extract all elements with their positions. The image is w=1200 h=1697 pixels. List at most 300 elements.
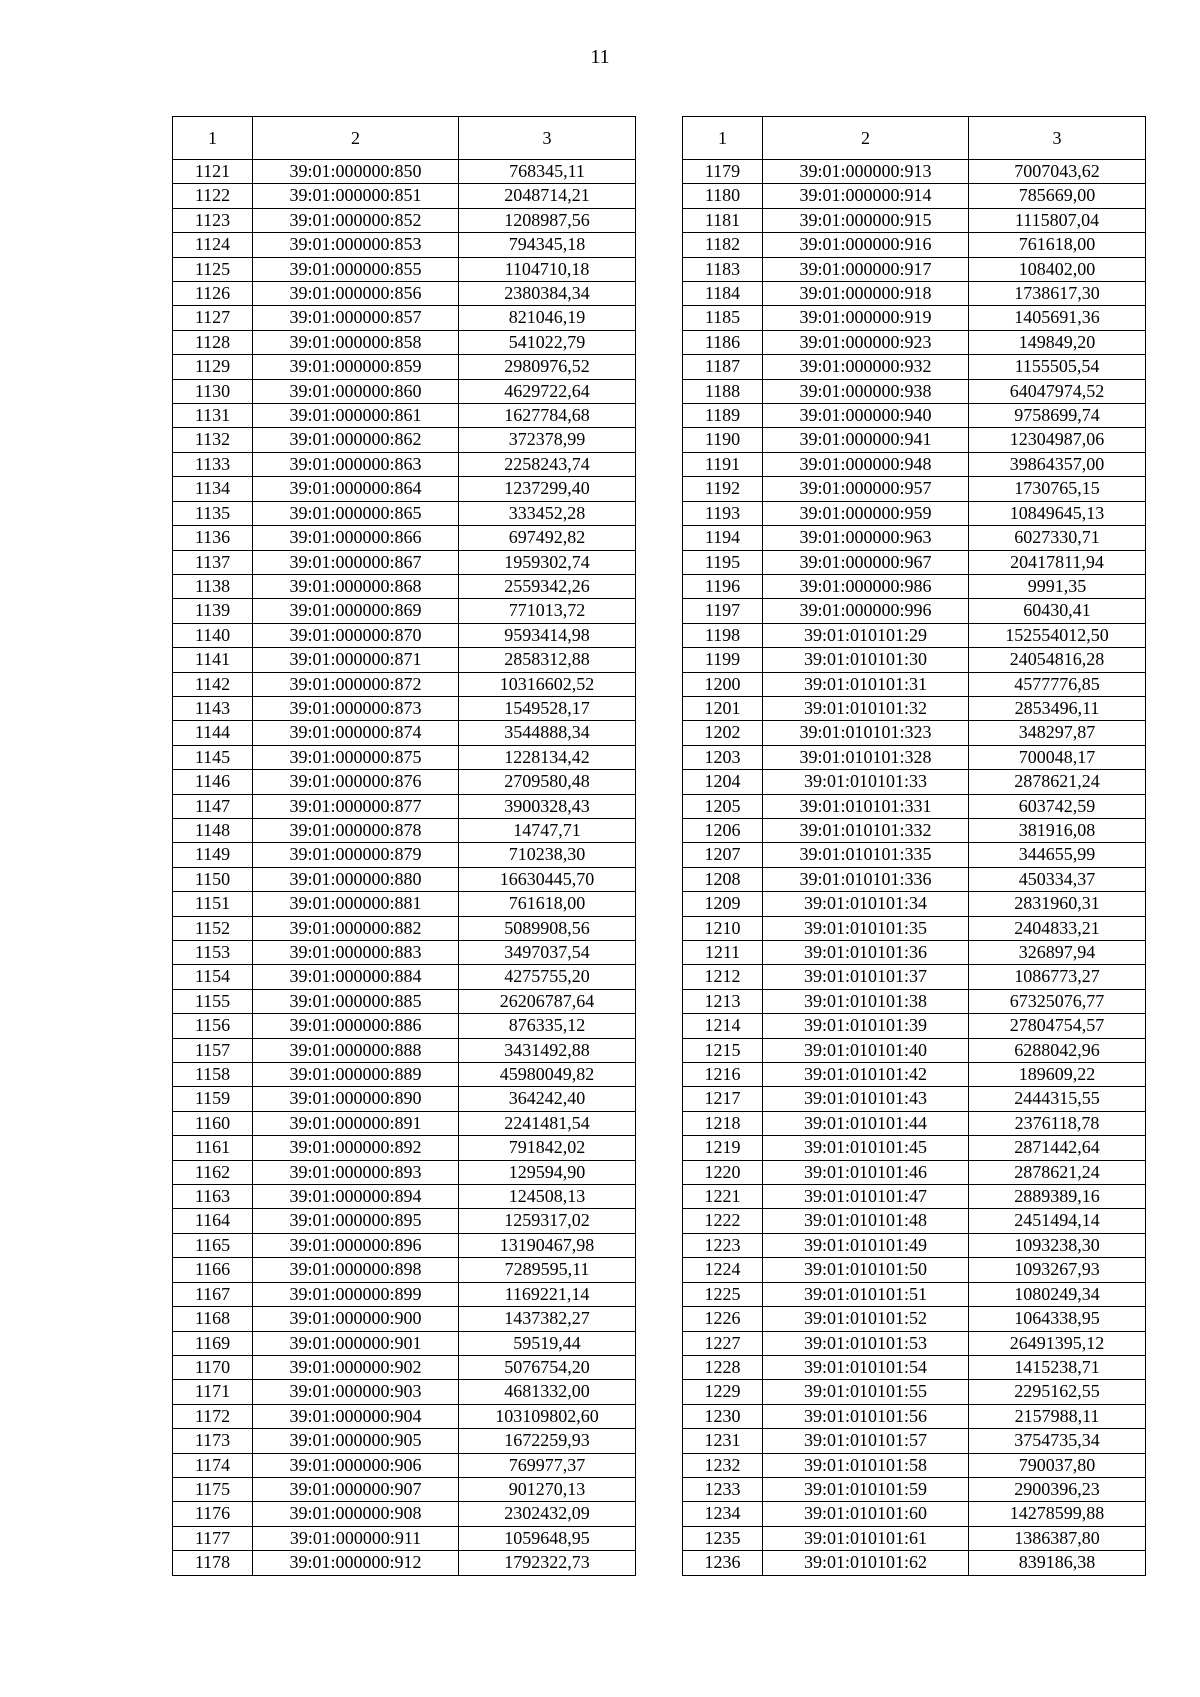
cadastral-number-cell: 39:01:000000:886 [253, 1014, 459, 1038]
table-row [683, 599, 1146, 623]
row-number-cell: 1164 [173, 1209, 253, 1233]
row-number-cell: 1135 [173, 501, 253, 525]
table-row [173, 989, 636, 1013]
value-cell: 348297,87 [969, 721, 1146, 745]
table-row [683, 794, 1146, 818]
value-cell: 152554012,50 [969, 623, 1146, 647]
cadastral-number-cell: 39:01:000000:996 [763, 599, 969, 623]
value-cell: 1080249,34 [969, 1282, 1146, 1306]
cadastral-number-cell: 39:01:000000:856 [253, 282, 459, 306]
table-row [683, 355, 1146, 379]
row-number-cell: 1176 [173, 1502, 253, 1526]
value-cell: 697492,82 [459, 526, 636, 550]
row-number-cell: 1221 [683, 1185, 763, 1209]
row-number-cell: 1210 [683, 916, 763, 940]
data-table-left [172, 116, 636, 1576]
row-number-cell: 1179 [683, 160, 763, 184]
value-cell: 710238,30 [459, 843, 636, 867]
row-number-cell: 1174 [173, 1453, 253, 1477]
cadastral-number-cell: 39:01:000000:879 [253, 843, 459, 867]
table-row [683, 648, 1146, 672]
value-cell: 14747,71 [459, 818, 636, 842]
cadastral-number-cell: 39:01:000000:913 [763, 160, 969, 184]
row-number-cell: 1205 [683, 794, 763, 818]
row-number-cell: 1229 [683, 1380, 763, 1404]
table-row [173, 1380, 636, 1404]
row-number-cell: 1163 [173, 1185, 253, 1209]
cadastral-number-cell: 39:01:000000:901 [253, 1331, 459, 1355]
table-row [683, 1331, 1146, 1355]
table-row [173, 477, 636, 501]
row-number-cell: 1230 [683, 1404, 763, 1428]
table-row [683, 1477, 1146, 1501]
row-number-cell: 1231 [683, 1429, 763, 1453]
table-row [683, 1087, 1146, 1111]
cadastral-number-cell: 39:01:000000:874 [253, 721, 459, 745]
value-cell: 1155505,54 [969, 355, 1146, 379]
value-cell: 3544888,34 [459, 721, 636, 745]
value-cell: 4681332,00 [459, 1380, 636, 1404]
value-cell: 1627784,68 [459, 404, 636, 428]
table-row [173, 1526, 636, 1550]
cadastral-number-cell: 39:01:000000:869 [253, 599, 459, 623]
value-cell: 7007043,62 [969, 160, 1146, 184]
table-row [683, 330, 1146, 354]
table-row [683, 818, 1146, 842]
row-number-cell: 1123 [173, 208, 253, 232]
table-row [683, 1429, 1146, 1453]
row-number-cell: 1167 [173, 1282, 253, 1306]
cadastral-number-cell: 39:01:010101:47 [763, 1185, 969, 1209]
cadastral-number-cell: 39:01:000000:932 [763, 355, 969, 379]
value-cell: 541022,79 [459, 330, 636, 354]
table-row [173, 282, 636, 306]
table-row [173, 160, 636, 184]
value-cell: 326897,94 [969, 941, 1146, 965]
cadastral-number-cell: 39:01:000000:917 [763, 257, 969, 281]
column-header-2: 2 [763, 117, 969, 160]
value-cell: 2900396,23 [969, 1477, 1146, 1501]
cadastral-number-cell: 39:01:010101:42 [763, 1063, 969, 1087]
row-number-cell: 1166 [173, 1258, 253, 1282]
cadastral-number-cell: 39:01:010101:48 [763, 1209, 969, 1233]
table-row [683, 184, 1146, 208]
row-number-cell: 1170 [173, 1355, 253, 1379]
cadastral-number-cell: 39:01:000000:892 [253, 1136, 459, 1160]
cadastral-number-cell: 39:01:000000:857 [253, 306, 459, 330]
cadastral-number-cell: 39:01:010101:53 [763, 1331, 969, 1355]
row-number-cell: 1157 [173, 1038, 253, 1062]
table-row [173, 306, 636, 330]
table-row [683, 1282, 1146, 1306]
cadastral-number-cell: 39:01:000000:918 [763, 282, 969, 306]
table-header-row [683, 117, 1146, 160]
row-number-cell: 1202 [683, 721, 763, 745]
table-row [173, 330, 636, 354]
value-cell: 1738617,30 [969, 282, 1146, 306]
cadastral-number-cell: 39:01:000000:883 [253, 941, 459, 965]
table-row [683, 526, 1146, 550]
cadastral-number-cell: 39:01:000000:871 [253, 648, 459, 672]
cadastral-number-cell: 39:01:000000:959 [763, 501, 969, 525]
value-cell: 13190467,98 [459, 1233, 636, 1257]
value-cell: 14278599,88 [969, 1502, 1146, 1526]
row-number-cell: 1144 [173, 721, 253, 745]
row-number-cell: 1146 [173, 770, 253, 794]
row-number-cell: 1188 [683, 379, 763, 403]
cadastral-number-cell: 39:01:000000:872 [253, 672, 459, 696]
value-cell: 2858312,88 [459, 648, 636, 672]
row-number-cell: 1227 [683, 1331, 763, 1355]
value-cell: 2295162,55 [969, 1380, 1146, 1404]
cadastral-number-cell: 39:01:000000:865 [253, 501, 459, 525]
cadastral-number-cell: 39:01:010101:336 [763, 867, 969, 891]
cadastral-number-cell: 39:01:000000:895 [253, 1209, 459, 1233]
row-number-cell: 1192 [683, 477, 763, 501]
table-row [683, 867, 1146, 891]
value-cell: 7289595,11 [459, 1258, 636, 1282]
table-row [173, 428, 636, 452]
cadastral-number-cell: 39:01:000000:853 [253, 233, 459, 257]
cadastral-number-cell: 39:01:010101:45 [763, 1136, 969, 1160]
table-row [173, 1136, 636, 1160]
cadastral-number-cell: 39:01:000000:861 [253, 404, 459, 428]
table-row [683, 1307, 1146, 1331]
row-number-cell: 1147 [173, 794, 253, 818]
cadastral-number-cell: 39:01:000000:850 [253, 160, 459, 184]
row-number-cell: 1165 [173, 1233, 253, 1257]
cadastral-number-cell: 39:01:010101:335 [763, 843, 969, 867]
cadastral-number-cell: 39:01:000000:866 [253, 526, 459, 550]
cadastral-number-cell: 39:01:000000:884 [253, 965, 459, 989]
table-row [683, 623, 1146, 647]
column-header-1: 1 [683, 117, 763, 160]
value-cell: 2853496,11 [969, 696, 1146, 720]
table-row [683, 1258, 1146, 1282]
table-row [173, 1282, 636, 1306]
cadastral-number-cell: 39:01:000000:903 [253, 1380, 459, 1404]
cadastral-number-cell: 39:01:000000:863 [253, 452, 459, 476]
cadastral-number-cell: 39:01:000000:986 [763, 574, 969, 598]
row-number-cell: 1133 [173, 452, 253, 476]
table-row [173, 721, 636, 745]
table-row [683, 1038, 1146, 1062]
cadastral-number-cell: 39:01:000000:893 [253, 1160, 459, 1184]
table-row [683, 379, 1146, 403]
row-number-cell: 1159 [173, 1087, 253, 1111]
cadastral-number-cell: 39:01:000000:963 [763, 526, 969, 550]
table-row [683, 428, 1146, 452]
page-number: 11 [590, 46, 610, 68]
table-row [173, 843, 636, 867]
data-table-right [682, 116, 1146, 1576]
cadastral-number-cell: 39:01:000000:948 [763, 452, 969, 476]
cadastral-number-cell: 39:01:000000:852 [253, 208, 459, 232]
cadastral-number-cell: 39:01:000000:888 [253, 1038, 459, 1062]
cadastral-number-cell: 39:01:000000:957 [763, 477, 969, 501]
value-cell: 1064338,95 [969, 1307, 1146, 1331]
value-cell: 149849,20 [969, 330, 1146, 354]
table-row [173, 745, 636, 769]
value-cell: 129594,90 [459, 1160, 636, 1184]
table-row [173, 233, 636, 257]
cadastral-number-cell: 39:01:000000:858 [253, 330, 459, 354]
row-number-cell: 1196 [683, 574, 763, 598]
value-cell: 450334,37 [969, 867, 1146, 891]
table-row [173, 452, 636, 476]
value-cell: 1093267,93 [969, 1258, 1146, 1282]
table-row [683, 282, 1146, 306]
cadastral-number-cell: 39:01:010101:43 [763, 1087, 969, 1111]
value-cell: 60430,41 [969, 599, 1146, 623]
row-number-cell: 1191 [683, 452, 763, 476]
row-number-cell: 1177 [173, 1526, 253, 1550]
row-number-cell: 1136 [173, 526, 253, 550]
value-cell: 372378,99 [459, 428, 636, 452]
row-number-cell: 1216 [683, 1063, 763, 1087]
value-cell: 768345,11 [459, 160, 636, 184]
value-cell: 769977,37 [459, 1453, 636, 1477]
table-row [173, 184, 636, 208]
value-cell: 761618,00 [459, 892, 636, 916]
cadastral-number-cell: 39:01:010101:40 [763, 1038, 969, 1062]
table-row [173, 599, 636, 623]
table-body-right [683, 160, 1146, 1576]
table-row [683, 965, 1146, 989]
table-row [173, 696, 636, 720]
value-cell: 1959302,74 [459, 550, 636, 574]
cadastral-number-cell: 39:01:000000:938 [763, 379, 969, 403]
value-cell: 1093238,30 [969, 1233, 1146, 1257]
table-row [173, 623, 636, 647]
table-row [683, 1404, 1146, 1428]
row-number-cell: 1211 [683, 941, 763, 965]
row-number-cell: 1142 [173, 672, 253, 696]
row-number-cell: 1186 [683, 330, 763, 354]
cadastral-number-cell: 39:01:000000:885 [253, 989, 459, 1013]
cadastral-number-cell: 39:01:000000:919 [763, 306, 969, 330]
value-cell: 6288042,96 [969, 1038, 1146, 1062]
value-cell: 1237299,40 [459, 477, 636, 501]
row-number-cell: 1126 [173, 282, 253, 306]
cadastral-number-cell: 39:01:010101:55 [763, 1380, 969, 1404]
row-number-cell: 1160 [173, 1111, 253, 1135]
row-number-cell: 1129 [173, 355, 253, 379]
table-row [683, 1160, 1146, 1184]
cadastral-number-cell: 39:01:010101:52 [763, 1307, 969, 1331]
row-number-cell: 1151 [173, 892, 253, 916]
value-cell: 876335,12 [459, 1014, 636, 1038]
cadastral-number-cell: 39:01:010101:62 [763, 1551, 969, 1575]
cadastral-number-cell: 39:01:010101:49 [763, 1233, 969, 1257]
table-row [683, 916, 1146, 940]
table-row [173, 770, 636, 794]
row-number-cell: 1156 [173, 1014, 253, 1038]
row-number-cell: 1173 [173, 1429, 253, 1453]
cadastral-number-cell: 39:01:010101:332 [763, 818, 969, 842]
table-row [683, 477, 1146, 501]
cadastral-number-cell: 39:01:010101:35 [763, 916, 969, 940]
cadastral-number-cell: 39:01:000000:915 [763, 208, 969, 232]
table-row [683, 257, 1146, 281]
row-number-cell: 1198 [683, 623, 763, 647]
table-row [173, 1307, 636, 1331]
value-cell: 2376118,78 [969, 1111, 1146, 1135]
table-row [683, 1380, 1146, 1404]
table-row [683, 404, 1146, 428]
value-cell: 124508,13 [459, 1185, 636, 1209]
column-header-3: 3 [969, 117, 1146, 160]
row-number-cell: 1181 [683, 208, 763, 232]
table-row [683, 1063, 1146, 1087]
table-row [683, 306, 1146, 330]
table-row [173, 1111, 636, 1135]
value-cell: 9991,35 [969, 574, 1146, 598]
table-row [683, 1111, 1146, 1135]
cadastral-number-cell: 39:01:010101:37 [763, 965, 969, 989]
cadastral-number-cell: 39:01:000000:882 [253, 916, 459, 940]
table-row [173, 1160, 636, 1184]
row-number-cell: 1124 [173, 233, 253, 257]
row-number-cell: 1193 [683, 501, 763, 525]
table-row [173, 1209, 636, 1233]
value-cell: 64047974,52 [969, 379, 1146, 403]
row-number-cell: 1187 [683, 355, 763, 379]
table-row [173, 1477, 636, 1501]
cadastral-number-cell: 39:01:000000:889 [253, 1063, 459, 1087]
cadastral-number-cell: 39:01:010101:57 [763, 1429, 969, 1453]
row-number-cell: 1206 [683, 818, 763, 842]
table-row [683, 696, 1146, 720]
row-number-cell: 1138 [173, 574, 253, 598]
table-row [683, 672, 1146, 696]
table-row [173, 1453, 636, 1477]
row-number-cell: 1152 [173, 916, 253, 940]
row-number-cell: 1137 [173, 550, 253, 574]
table-row [683, 208, 1146, 232]
value-cell: 4629722,64 [459, 379, 636, 403]
cadastral-number-cell: 39:01:000000:864 [253, 477, 459, 501]
row-number-cell: 1219 [683, 1136, 763, 1160]
value-cell: 2048714,21 [459, 184, 636, 208]
table-row [173, 794, 636, 818]
cadastral-number-cell: 39:01:010101:29 [763, 623, 969, 647]
cadastral-number-cell: 39:01:010101:44 [763, 1111, 969, 1135]
table-row [173, 916, 636, 940]
row-number-cell: 1207 [683, 843, 763, 867]
row-number-cell: 1222 [683, 1209, 763, 1233]
value-cell: 791842,02 [459, 1136, 636, 1160]
cadastral-number-cell: 39:01:000000:890 [253, 1087, 459, 1111]
value-cell: 3900328,43 [459, 794, 636, 818]
value-cell: 59519,44 [459, 1331, 636, 1355]
value-cell: 1115807,04 [969, 208, 1146, 232]
value-cell: 2831960,31 [969, 892, 1146, 916]
cadastral-number-cell: 39:01:010101:331 [763, 794, 969, 818]
value-cell: 2380384,34 [459, 282, 636, 306]
row-number-cell: 1208 [683, 867, 763, 891]
value-cell: 2258243,74 [459, 452, 636, 476]
cadastral-number-cell: 39:01:010101:50 [763, 1258, 969, 1282]
row-number-cell: 1178 [173, 1551, 253, 1575]
table-row [173, 208, 636, 232]
cadastral-number-cell: 39:01:000000:912 [253, 1551, 459, 1575]
value-cell: 20417811,94 [969, 550, 1146, 574]
row-number-cell: 1139 [173, 599, 253, 623]
value-cell: 700048,17 [969, 745, 1146, 769]
cadastral-number-cell: 39:01:000000:851 [253, 184, 459, 208]
value-cell: 12304987,06 [969, 428, 1146, 452]
value-cell: 108402,00 [969, 257, 1146, 281]
row-number-cell: 1215 [683, 1038, 763, 1062]
row-number-cell: 1158 [173, 1063, 253, 1087]
cadastral-number-cell: 39:01:000000:875 [253, 745, 459, 769]
row-number-cell: 1203 [683, 745, 763, 769]
value-cell: 1405691,36 [969, 306, 1146, 330]
table-row [173, 1551, 636, 1575]
value-cell: 10316602,52 [459, 672, 636, 696]
row-number-cell: 1224 [683, 1258, 763, 1282]
table-row [683, 1185, 1146, 1209]
value-cell: 2451494,14 [969, 1209, 1146, 1233]
value-cell: 1259317,02 [459, 1209, 636, 1233]
cadastral-number-cell: 39:01:010101:34 [763, 892, 969, 916]
cadastral-number-cell: 39:01:000000:906 [253, 1453, 459, 1477]
table-row [173, 550, 636, 574]
row-number-cell: 1234 [683, 1502, 763, 1526]
row-number-cell: 1148 [173, 818, 253, 842]
cadastral-number-cell: 39:01:000000:876 [253, 770, 459, 794]
table-row [173, 818, 636, 842]
table-row [173, 1404, 636, 1428]
row-number-cell: 1168 [173, 1307, 253, 1331]
row-number-cell: 1154 [173, 965, 253, 989]
value-cell: 2404833,21 [969, 916, 1146, 940]
row-number-cell: 1182 [683, 233, 763, 257]
cadastral-number-cell: 39:01:000000:870 [253, 623, 459, 647]
row-number-cell: 1195 [683, 550, 763, 574]
value-cell: 790037,80 [969, 1453, 1146, 1477]
value-cell: 5089908,56 [459, 916, 636, 940]
row-number-cell: 1190 [683, 428, 763, 452]
value-cell: 1672259,93 [459, 1429, 636, 1453]
value-cell: 2302432,09 [459, 1502, 636, 1526]
table-row [173, 965, 636, 989]
cadastral-number-cell: 39:01:000000:868 [253, 574, 459, 598]
table-row [173, 1502, 636, 1526]
cadastral-number-cell: 39:01:000000:873 [253, 696, 459, 720]
value-cell: 2878621,24 [969, 1160, 1146, 1184]
row-number-cell: 1189 [683, 404, 763, 428]
cadastral-number-cell: 39:01:000000:880 [253, 867, 459, 891]
row-number-cell: 1184 [683, 282, 763, 306]
row-number-cell: 1134 [173, 477, 253, 501]
value-cell: 1437382,27 [459, 1307, 636, 1331]
value-cell: 10849645,13 [969, 501, 1146, 525]
value-cell: 26206787,64 [459, 989, 636, 1013]
row-number-cell: 1121 [173, 160, 253, 184]
row-number-cell: 1212 [683, 965, 763, 989]
table-row [173, 1258, 636, 1282]
cadastral-number-cell: 39:01:010101:328 [763, 745, 969, 769]
row-number-cell: 1233 [683, 1477, 763, 1501]
row-number-cell: 1218 [683, 1111, 763, 1135]
row-number-cell: 1232 [683, 1453, 763, 1477]
value-cell: 24054816,28 [969, 648, 1146, 672]
table-row [173, 355, 636, 379]
table-row [173, 404, 636, 428]
cadastral-number-cell: 39:01:010101:33 [763, 770, 969, 794]
